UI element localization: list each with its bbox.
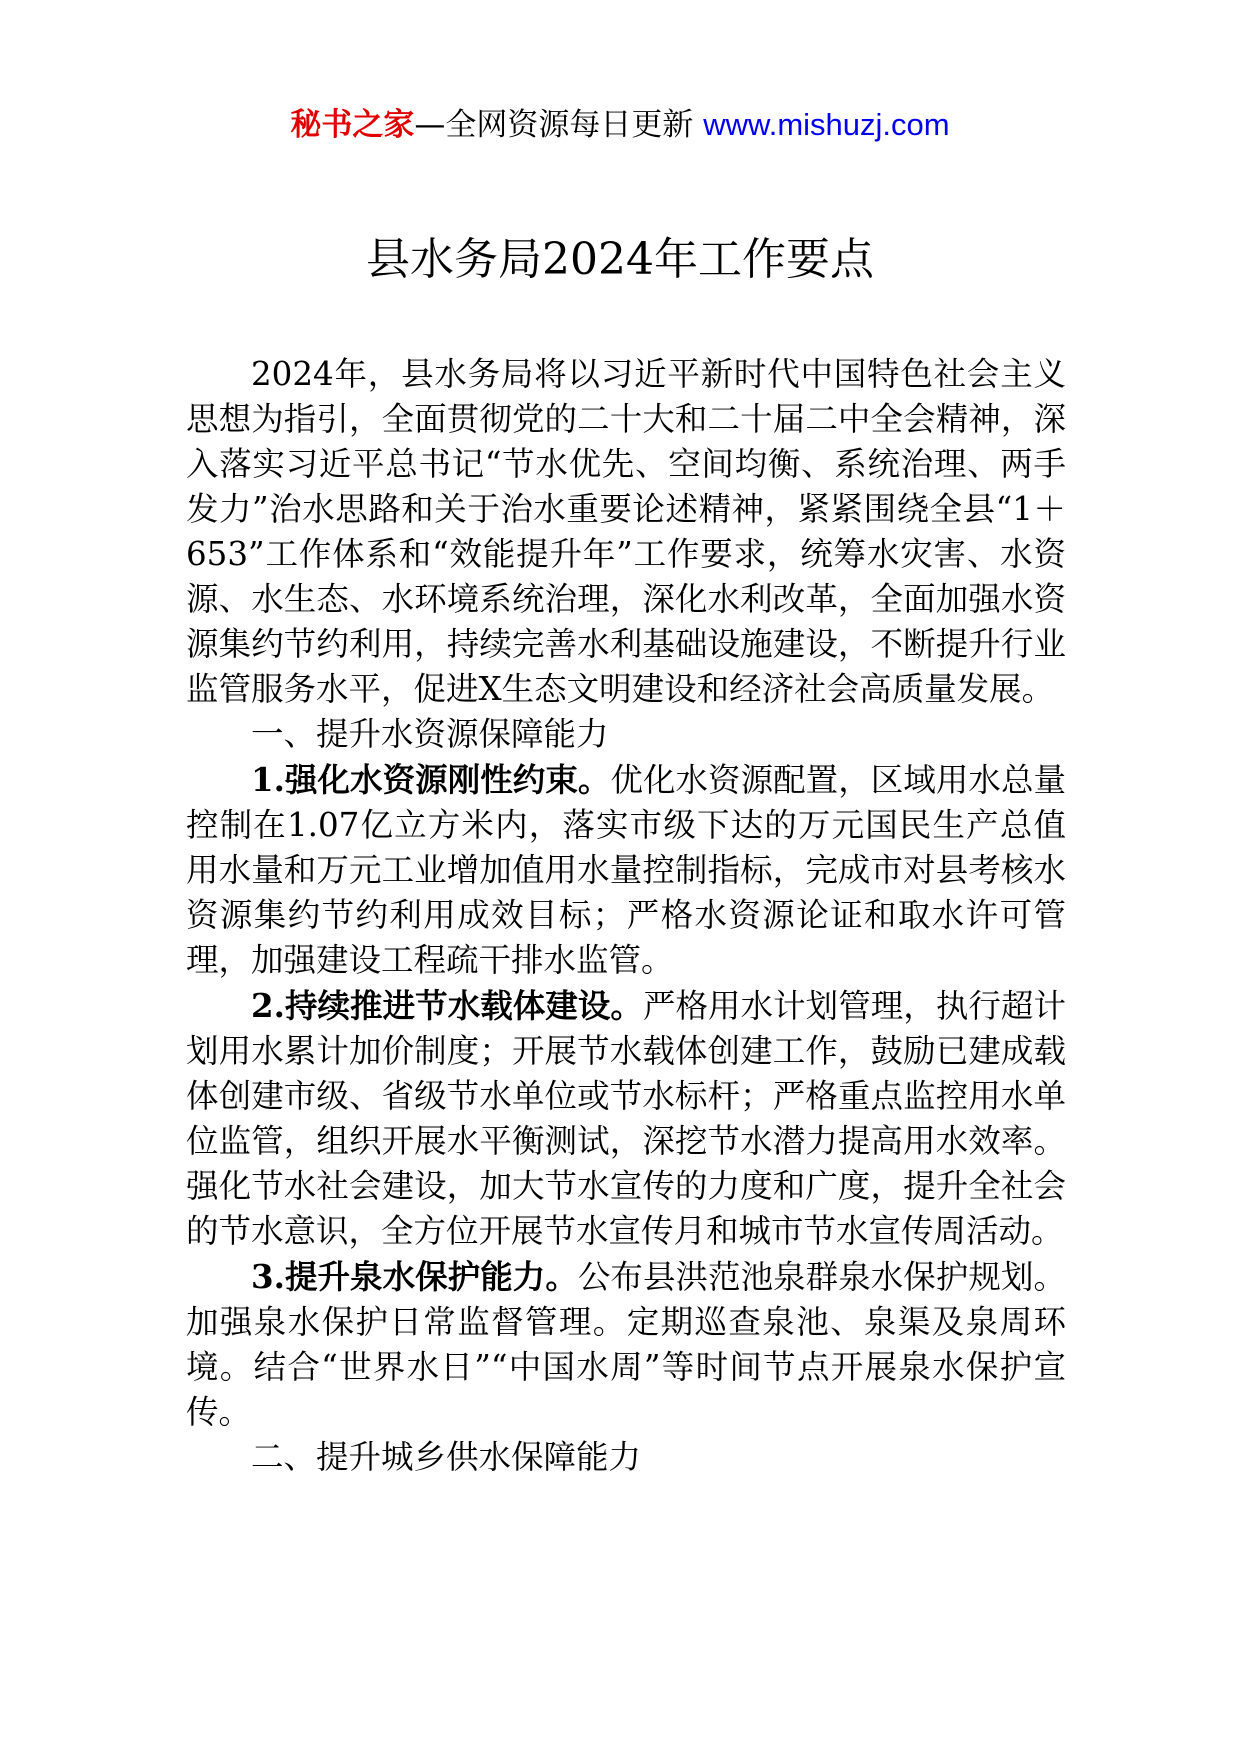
item-lead-3: 3.提升泉水保护能力。 (251, 1257, 578, 1296)
item-text-3: 公布县洪范池泉群泉水保护规划。加强泉水保护日常监督管理。定期巡查泉池、泉渠及泉周环境。结合“世界水日”“中国水周”等时间节点开展泉水保护宣传。 (186, 1258, 1066, 1431)
item-lead-2: 2.持续推进节水载体建设。 (251, 986, 643, 1025)
site-slogan: —全网资源每日更新 (414, 107, 694, 143)
item-paragraph-3 (186, 1254, 1066, 1435)
section-heading-1: 一、提升水资源保障能力 (251, 715, 609, 753)
site-name: 秘书之家 (290, 107, 415, 143)
intro-paragraph: 2024年，县水务局将以习近平新时代中国特色社会主义思想为指引，全面贯彻党的二十大和二十届二中全会精神，深入落实习近平总书记“节水优先、空间均衡、系统治理、两手发力”治水思路和关于治水重要论述精神，紧紧围绕全县“1＋653”工作体系和“效能提升年”工作要求，统筹水灾害、水资源、水生态、水环境系统治理，深化水利改革，全面加强水资源集约节约利用，持续完善水利基础设施建设，不断提升行业监管服务水平，促进X生态文明建设和经济社会高质量发展。 (186, 355, 1066, 708)
item-paragraph-2 (186, 983, 1066, 1254)
section-heading-2: 二、提升城乡供水保障能力 (251, 1438, 642, 1476)
site-url-link[interactable]: www.mishuzj.com (703, 107, 950, 142)
item-lead-1: 1.强化水资源刚性约束。 (251, 760, 611, 799)
item-text-1: 优化水资源配置，区域用水总量控制在1.07亿立方米内，落实市级下达的万元国民生产总值用水量和万元工业增加值用水量控制指标，完成市对县考核水资源集约节约利用成效目标；严格水资源论证和取水许可管理，加强建设工程疏干排水监管。 (186, 761, 1066, 979)
item-text-2: 严格用水计划管理，执行超计划用水累计加价制度；开展节水载体创建工作，鼓励已建成载体创建市级、省级节水单位或节水标杆；严格重点监控用水单位监管，组织开展水平衡测试，深挖节水潜力提高用水效率。强化节水社会建设，加大节水宣传的力度和广度，提升全社会的节水意识，全方位开展节水宣传月和城市节水宣传周活动。 (186, 987, 1066, 1250)
site-header (0, 100, 1240, 150)
item-paragraph-1 (186, 757, 1066, 983)
document-body (186, 352, 1066, 1480)
document-title: 县水务局2024年工作要点 (366, 234, 874, 285)
